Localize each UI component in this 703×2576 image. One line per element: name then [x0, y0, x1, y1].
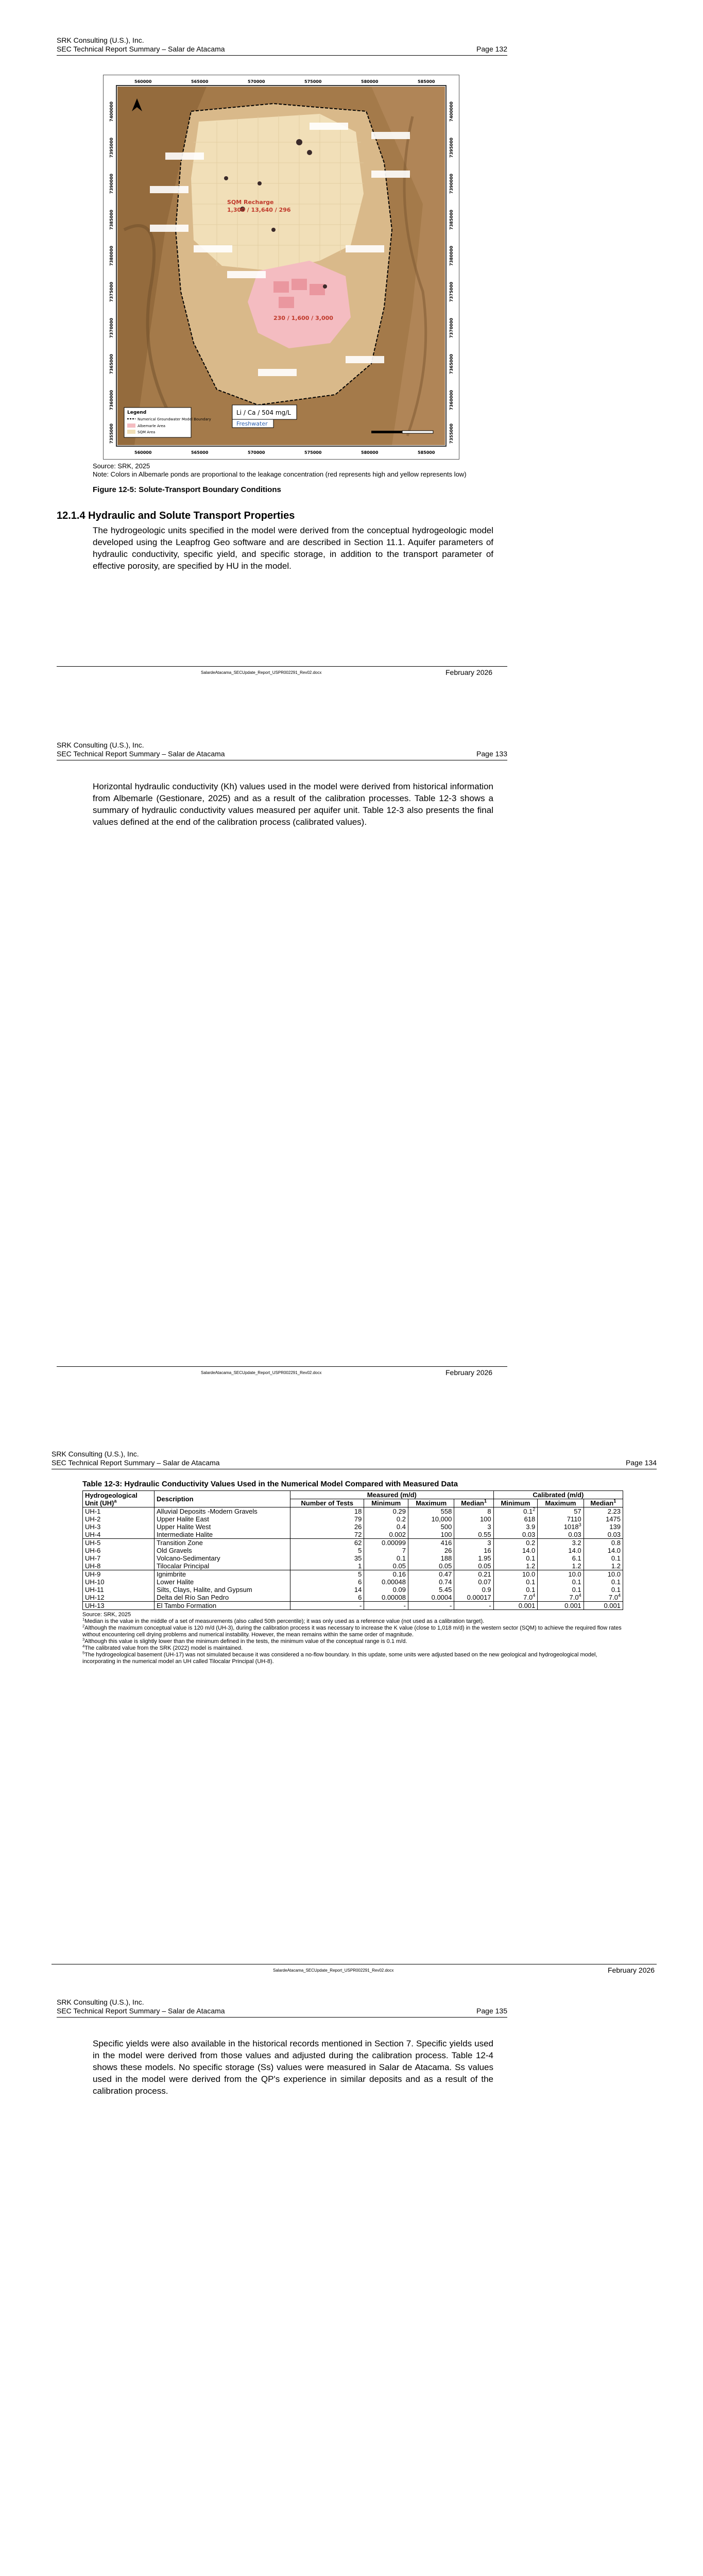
cal-max-cell: 3.2	[538, 1539, 584, 1547]
description-cell: Upper Halite West	[155, 1523, 290, 1531]
cal-min-cell: 1.2	[493, 1562, 538, 1570]
page133-paragraph: Horizontal hydraulic conductivity (Kh) values used in the model were derived from historical information from Albemarle (Gestionare, 2025) and as a result of the calibration processes. Table 12-3 shows a summary of hydraulic conductivity values measured per aquifer unit. Table 12-3 also presents the final values defined at the end of the calibration process (calibrated values).	[93, 782, 493, 827]
median-cell: 0.07	[454, 1578, 493, 1586]
max-cell: 500	[408, 1523, 454, 1531]
x-tick: 565000	[191, 79, 209, 84]
x-tick: 585000	[418, 450, 435, 455]
col-max: Maximum	[408, 1499, 454, 1507]
report-title: SEC Technical Report Summary – Salar de Atacama	[57, 750, 225, 758]
max-cell: -	[408, 1602, 454, 1610]
y-tick: 7385000	[109, 210, 114, 230]
cal-min-cell: $0.1^2$	[493, 1507, 538, 1516]
company-name: SRK Consulting (U.S.), Inc.	[57, 36, 144, 44]
description-cell: Lower Halite	[155, 1578, 290, 1586]
tests-cell: 5	[290, 1547, 364, 1554]
median-cell: 1.95	[454, 1554, 493, 1562]
page-header	[57, 1998, 507, 2015]
col-cal-min: Minimum	[493, 1499, 538, 1507]
description-cell: Transition Zone	[155, 1539, 290, 1547]
footer-rule	[57, 666, 507, 667]
median-cell: 3	[454, 1523, 493, 1531]
cal-min-cell: 0.2	[493, 1539, 538, 1547]
max-cell: 100	[408, 1531, 454, 1539]
cal-min-cell: 0.1	[493, 1586, 538, 1594]
median-cell: 3	[454, 1539, 493, 1547]
cal-max-cell: $7.0^4$	[538, 1594, 584, 1602]
page-header	[57, 36, 507, 54]
y-tick: 7390000	[449, 174, 454, 194]
page-135	[0, 1994, 703, 2576]
footnote: $^3$Although this value is slightly lower than the minimum defined in the tests, the minimum value of the conceptual range is 0.1 m/d.	[82, 1637, 407, 1645]
footer-date: February 2026	[608, 1966, 655, 1974]
median-cell: 0.00017	[454, 1594, 493, 1602]
tests-cell: 26	[290, 1523, 364, 1531]
table-row	[83, 1562, 623, 1570]
footer-date: February 2026	[445, 1368, 493, 1377]
header-rule	[57, 55, 507, 56]
page-header	[57, 741, 507, 758]
map-canvas	[104, 75, 459, 459]
ratio-label: Li / Ca / 504 mg/L	[236, 409, 291, 416]
cal-median-cell: 14.0	[584, 1547, 623, 1554]
page-133	[0, 732, 703, 1401]
figure-note: Note: Colors in Albemarle ponds are proportional to the leakage concentration (red represents high and yellow represents low)	[93, 470, 467, 478]
cal-min-cell: 0.1	[493, 1554, 538, 1562]
page-132	[0, 0, 703, 676]
page135-paragraph: Specific yields were also available in the historical records mentioned in Section 7. Specific yields used in the model were derived from those values and adjusted during the calibration process. Table 12-4 shows these models. No specific storage (Ss) values were measured in Salar de Atacama. Ss values used in the model were derived from the QP's experience in similar deposits and as a result of the calibration process.	[93, 2039, 493, 2096]
description-cell: Old Gravels	[155, 1547, 290, 1554]
median-cell: 16	[454, 1547, 493, 1554]
footer-filename: SalardeAtacama_SECUpdate_Report_USPR002291_Rev02.docx	[201, 670, 322, 675]
cal-max-cell: 7110	[538, 1515, 584, 1523]
footnote: $^5$The hydrogeological basement (UH-17) was not simulated because it was considered a no-flow boundary. In this update, some units were adjusted based on the new geological and hydrogeological model, incorporating in the numerical model an UH called Tilocalar Principal (UH-8).	[82, 1650, 597, 1665]
median-cell: 0.21	[454, 1570, 493, 1579]
median-cell: 8	[454, 1507, 493, 1516]
x-tick: 570000	[248, 450, 265, 455]
cal-max-cell: 14.0	[538, 1547, 584, 1554]
median-cell: 0.9	[454, 1586, 493, 1594]
company-name: SRK Consulting (U.S.), Inc.	[57, 1998, 144, 2006]
max-cell: 0.47	[408, 1570, 454, 1579]
scale-bar	[371, 431, 402, 433]
col-cal-median: Median$^1$	[584, 1499, 623, 1507]
y-tick: 7375000	[109, 282, 114, 302]
footer-date: February 2026	[445, 668, 493, 676]
cal-median-cell: 0.03	[584, 1531, 623, 1539]
table-caption: Table 12-3: Hydraulic Conductivity Values Used in the Numerical Model Compared with Measured Data	[82, 1480, 458, 1488]
cal-median-cell: 2.23	[584, 1507, 623, 1516]
max-cell: 10,000	[408, 1515, 454, 1523]
unit-cell: UH-8	[83, 1562, 155, 1570]
unit-cell: UH-7	[83, 1554, 155, 1562]
page-number: Page 134	[626, 1459, 657, 1467]
min-cell: 0.00099	[364, 1539, 408, 1547]
tests-cell: 6	[290, 1594, 364, 1602]
y-tick: 7355000	[109, 423, 114, 444]
unit-cell: UH-11	[83, 1586, 155, 1594]
y-tick: 7355000	[449, 423, 454, 444]
company-name: SRK Consulting (U.S.), Inc.	[57, 741, 144, 749]
x-tick: 585000	[418, 79, 435, 84]
x-tick: 560000	[134, 450, 152, 455]
y-tick: 7395000	[449, 138, 454, 158]
section-heading: 12.1.4 Hydraulic and Solute Transport Properties	[57, 510, 295, 521]
unit-cell: UH-2	[83, 1515, 155, 1523]
cal-max-cell: 57	[538, 1507, 584, 1516]
cal-median-cell: 1475	[584, 1515, 623, 1523]
min-cell: 0.09	[364, 1586, 408, 1594]
unit-cell: UH-6	[83, 1547, 155, 1554]
cal-max-cell: 10.0	[538, 1570, 584, 1579]
unit-cell: UH-1	[83, 1507, 155, 1516]
cal-min-cell: 0.03	[493, 1531, 538, 1539]
unit-cell: UH-13	[83, 1602, 155, 1610]
cal-min-cell: 10.0	[493, 1570, 538, 1579]
company-name: SRK Consulting (U.S.), Inc.	[52, 1450, 139, 1458]
unit-cell: UH-9	[83, 1570, 155, 1579]
y-tick: 7400000	[449, 101, 454, 122]
figure-source	[93, 462, 505, 479]
col-measured: Measured (m/d)	[290, 1491, 494, 1499]
description-cell: Volcano-Sedimentary	[155, 1554, 290, 1562]
unit-cell: UH-5	[83, 1539, 155, 1547]
cal-median-cell: 0.1	[584, 1578, 623, 1586]
unit-cell: UH-3	[83, 1523, 155, 1531]
cal-median-cell: 1.2	[584, 1562, 623, 1570]
solute-transport-map	[103, 75, 459, 460]
footnote: $^4$The calibrated value from the SRK (2022) model is maintained.	[82, 1643, 243, 1651]
unit-cell: UH-4	[83, 1531, 155, 1539]
cal-min-cell: $7.0^4$	[493, 1594, 538, 1602]
x-tick: 575000	[304, 79, 322, 84]
freshwater-label: Freshwater	[236, 420, 268, 427]
y-tick: 7365000	[109, 354, 114, 374]
tests-cell: 79	[290, 1515, 364, 1523]
y-tick: 7385000	[449, 210, 454, 230]
y-tick: 7365000	[449, 354, 454, 374]
section-paragraph: The hydrogeologic units specified in the model were derived from the conceptual hydrogeologic model developed using the Leapfrog Geo software and are described in Section 11.1. Aquifer parameters of hydraulic conductivity, specific yield, and specific storage, in addition to the transport parameter of effective porosity, are specified by HU in the model.	[93, 526, 493, 571]
cal-median-cell: 10.0	[584, 1570, 623, 1579]
pink-values: 230 / 1,600 / 3,000	[273, 315, 333, 321]
cal-median-cell: 0.1	[584, 1554, 623, 1562]
col-cal-max: Maximum	[538, 1499, 584, 1507]
y-tick: 7370000	[449, 318, 454, 338]
y-tick: 7370000	[109, 318, 114, 338]
description-cell: Tilocalar Principal	[155, 1562, 290, 1570]
footer-rule	[57, 1366, 507, 1367]
min-cell: 0.00008	[364, 1594, 408, 1602]
cal-min-cell: 0.1	[493, 1578, 538, 1586]
max-cell: 5.45	[408, 1586, 454, 1594]
page-header	[52, 1450, 657, 1467]
legend-title: Legend	[127, 410, 147, 415]
tests-cell: -	[290, 1602, 364, 1610]
unit-cell: UH-10	[83, 1578, 155, 1586]
cal-median-cell: $7.0^4$	[584, 1594, 623, 1602]
col-description: Description	[155, 1491, 290, 1507]
description-cell: Intermediate Halite	[155, 1531, 290, 1539]
col-median: Median$^1$	[454, 1499, 493, 1507]
page-134	[0, 1448, 703, 1973]
y-tick: 7360000	[449, 390, 454, 410]
tests-cell: 1	[290, 1562, 364, 1570]
legend-item-albemarle: Albemarle Area	[138, 424, 166, 428]
cal-min-cell: 0.001	[493, 1602, 538, 1610]
tests-cell: 14	[290, 1586, 364, 1594]
tests-cell: 62	[290, 1539, 364, 1547]
figure-caption: Figure 12-5: Solute-Transport Boundary Conditions	[93, 485, 281, 494]
median-cell: -	[454, 1602, 493, 1610]
cal-max-cell: 0.03	[538, 1531, 584, 1539]
footnote: $^2$Although the maximum conceptual value is 120 m/d (UH-3), during the calibration process it was necessary to increase the K value (close to 1,018 m/d) in the western sector (SQM) to achieve the required flow rates without encountering cell drying problems and numerical instability. However, the mean remains within the same order of magnitude.	[82, 1623, 622, 1638]
report-title: SEC Technical Report Summary – Salar de Atacama	[57, 2007, 225, 2015]
cal-max-cell: 0.1	[538, 1578, 584, 1586]
table-row	[83, 1594, 623, 1602]
min-cell: 0.2	[364, 1515, 408, 1523]
y-tick: 7395000	[109, 138, 114, 158]
min-cell: 0.05	[364, 1562, 408, 1570]
median-cell: 0.05	[454, 1562, 493, 1570]
tests-cell: 5	[290, 1570, 364, 1579]
y-tick: 7400000	[109, 101, 114, 122]
col-min: Minimum	[364, 1499, 408, 1507]
report-title: SEC Technical Report Summary – Salar de Atacama	[52, 1459, 220, 1467]
cal-min-cell: 618	[493, 1515, 538, 1523]
tests-cell: 72	[290, 1531, 364, 1539]
tests-cell: 6	[290, 1578, 364, 1586]
footer-filename: SalardeAtacama_SECUpdate_Report_USPR002291_Rev02.docx	[273, 1968, 394, 1973]
table-row	[83, 1531, 623, 1539]
max-cell: 26	[408, 1547, 454, 1554]
y-tick: 7380000	[449, 246, 454, 266]
min-cell: 0.00048	[364, 1578, 408, 1586]
figure-source-text: Source: SRK, 2025	[93, 462, 150, 470]
col-unit: Hydrogeological Unit (UH)$^a$	[83, 1491, 155, 1507]
cal-median-cell: 0.001	[584, 1602, 623, 1610]
page-number: Page 135	[476, 2007, 507, 2015]
description-cell: Ignimbrite	[155, 1570, 290, 1579]
table-body	[83, 1507, 623, 1610]
cal-min-cell: 3.9	[493, 1523, 538, 1531]
table-row	[83, 1578, 623, 1586]
cal-median-cell: 0.8	[584, 1539, 623, 1547]
sqm-values: 1,300 / 13,640 / 296	[227, 207, 291, 213]
tests-cell: 18	[290, 1507, 364, 1516]
table-row	[83, 1507, 623, 1516]
y-tick: 7375000	[449, 282, 454, 302]
tests-cell: 35	[290, 1554, 364, 1562]
max-cell: 0.05	[408, 1562, 454, 1570]
y-tick: 7390000	[109, 174, 114, 194]
table-row	[83, 1523, 623, 1531]
legend-item-sqm: SQM Area	[138, 430, 156, 434]
cal-median-cell: 0.1	[584, 1586, 623, 1594]
cal-max-cell: 0.1	[538, 1586, 584, 1594]
table-source: Source: SRK, 2025	[82, 1612, 131, 1618]
sqm-label: SQM Recharge	[227, 199, 274, 206]
footnotes	[82, 1618, 623, 1665]
x-tick: 565000	[191, 450, 209, 455]
x-tick: 580000	[361, 79, 379, 84]
min-cell: 0.4	[364, 1523, 408, 1531]
x-tick: 560000	[134, 79, 152, 84]
x-tick: 570000	[248, 79, 265, 84]
footer-filename: SalardeAtacama_SECUpdate_Report_USPR002291_Rev02.docx	[201, 1370, 322, 1375]
min-cell: 0.16	[364, 1570, 408, 1579]
x-tick: 575000	[304, 450, 322, 455]
description-cell: El Tambo Formation	[155, 1602, 290, 1610]
page-number: Page 133	[476, 750, 507, 758]
col-tests: Number of Tests	[290, 1499, 364, 1507]
max-cell: 0.74	[408, 1578, 454, 1586]
description-cell: Alluvial Deposits -Modern Gravels	[155, 1507, 290, 1516]
cal-max-cell: 6.1	[538, 1554, 584, 1562]
table-row	[83, 1547, 623, 1554]
min-cell: 7	[364, 1547, 408, 1554]
table-row	[83, 1539, 623, 1547]
cal-max-cell: 1018$^3$	[538, 1523, 584, 1531]
description-cell: Delta del Río San Pedro	[155, 1594, 290, 1602]
page-number: Page 132	[476, 45, 507, 53]
cal-max-cell: 0.001	[538, 1602, 584, 1610]
hydraulic-conductivity-table	[82, 1490, 623, 1610]
max-cell: 416	[408, 1539, 454, 1547]
table-row	[83, 1586, 623, 1594]
header-rule	[57, 2017, 507, 2018]
table-row	[83, 1554, 623, 1562]
cal-median-cell: 139	[584, 1523, 623, 1531]
min-cell: 0.002	[364, 1531, 408, 1539]
table-row	[83, 1602, 623, 1610]
table-notes	[82, 1612, 623, 1665]
min-cell: 0.29	[364, 1507, 408, 1516]
max-cell: 188	[408, 1554, 454, 1562]
min-cell: -	[364, 1602, 408, 1610]
report-title: SEC Technical Report Summary – Salar de Atacama	[57, 45, 225, 53]
x-tick: 580000	[361, 450, 379, 455]
table-row	[83, 1570, 623, 1579]
unit-cell: UH-12	[83, 1594, 155, 1602]
description-cell: Silts, Clays, Halite, and Gypsum	[155, 1586, 290, 1594]
cal-max-cell: 1.2	[538, 1562, 584, 1570]
table-row	[83, 1515, 623, 1523]
col-calibrated: Calibrated (m/d)	[493, 1491, 623, 1499]
min-cell: 0.1	[364, 1554, 408, 1562]
y-tick: 7380000	[109, 246, 114, 266]
description-cell: Upper Halite East	[155, 1515, 290, 1523]
y-tick: 7360000	[109, 390, 114, 410]
legend-item-boundary: Numerical Groundwater Model Boundary	[138, 417, 211, 421]
median-cell: 0.55	[454, 1531, 493, 1539]
cal-min-cell: 14.0	[493, 1547, 538, 1554]
median-cell: 100	[454, 1515, 493, 1523]
max-cell: 558	[408, 1507, 454, 1516]
max-cell: 0.0004	[408, 1594, 454, 1602]
footnote: $^1$Median is the value in the middle of a set of measurements (also called 50th percentile); it was only used as a reference value (not used as a calibration target).	[82, 1617, 485, 1624]
